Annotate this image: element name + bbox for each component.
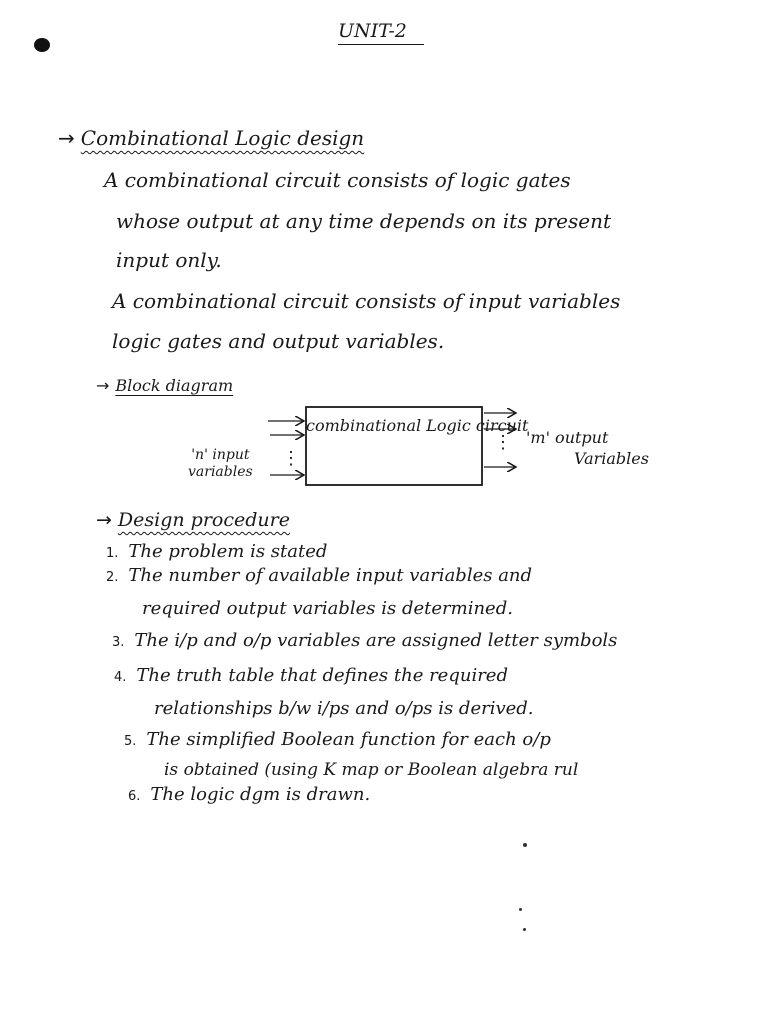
paragraph-line: A combinational circuit consists of logic gates <box>104 168 571 192</box>
block-label: combinational Logic circuit <box>306 416 529 435</box>
paragraph-line: A combinational circuit consists of input variables <box>112 289 621 313</box>
step-number: 3. <box>112 635 125 650</box>
procedure-step-continuation: is obtained (using K map or Boolean algebra rul <box>164 760 579 780</box>
procedure-step-continuation: relationships b/w i/ps and o/ps is derived. <box>154 698 534 719</box>
procedure-step <box>128 786 370 804</box>
heading-design-procedure <box>96 509 290 531</box>
heading-combinational-logic-design <box>58 126 364 150</box>
step-text: The logic dgm is drawn. <box>150 784 371 805</box>
arrow-icon: → <box>58 126 75 150</box>
paragraph-line: input only. <box>116 248 222 272</box>
output-ellipsis: ⋮ <box>494 432 512 453</box>
paragraph-line: whose output at any time depends on its present <box>116 209 612 233</box>
arrow-icon: → <box>96 376 110 395</box>
ink-mark <box>523 843 527 847</box>
step-number: 6. <box>128 789 141 804</box>
procedure-step <box>124 731 551 749</box>
output-variables-label <box>526 428 649 470</box>
step-text: The number of available input variables and <box>128 565 533 586</box>
input-label-line: 'n' input <box>191 447 250 463</box>
punch-hole-mark <box>34 38 50 52</box>
step-number: 5. <box>124 734 137 749</box>
ink-mark <box>523 928 526 931</box>
step-text: The simplified Boolean function for each o/p <box>146 729 551 750</box>
step-text: The problem is stated <box>128 541 328 562</box>
page-title: UNIT-2 <box>338 20 407 42</box>
title-underline <box>338 44 424 45</box>
input-variables-label <box>188 447 253 481</box>
heading-block-diagram <box>96 376 233 395</box>
procedure-step <box>114 667 508 685</box>
arrow-icon: → <box>96 509 112 531</box>
heading-label: Combinational Logic design <box>80 126 365 150</box>
step-text: The truth table that defines the required <box>136 665 508 686</box>
procedure-step <box>106 567 532 585</box>
heading-label: Design procedure <box>117 509 290 531</box>
input-ellipsis: ⋮ <box>282 448 300 469</box>
step-number: 4. <box>114 670 127 685</box>
paragraph-line: logic gates and output variables. <box>112 329 445 353</box>
procedure-step <box>106 543 327 561</box>
procedure-step-continuation: required output variables is determined. <box>142 598 513 619</box>
procedure-step <box>112 632 617 650</box>
step-number: 2. <box>106 570 119 585</box>
input-label-line: variables <box>188 463 253 480</box>
ink-mark <box>519 908 522 911</box>
step-text: The i/p and o/p variables are assigned letter symbols <box>134 630 618 651</box>
heading-label: Block diagram <box>115 376 234 395</box>
step-number: 1. <box>106 546 119 561</box>
output-label-line: Variables <box>574 448 649 468</box>
output-label-line: 'm' output <box>526 428 609 447</box>
